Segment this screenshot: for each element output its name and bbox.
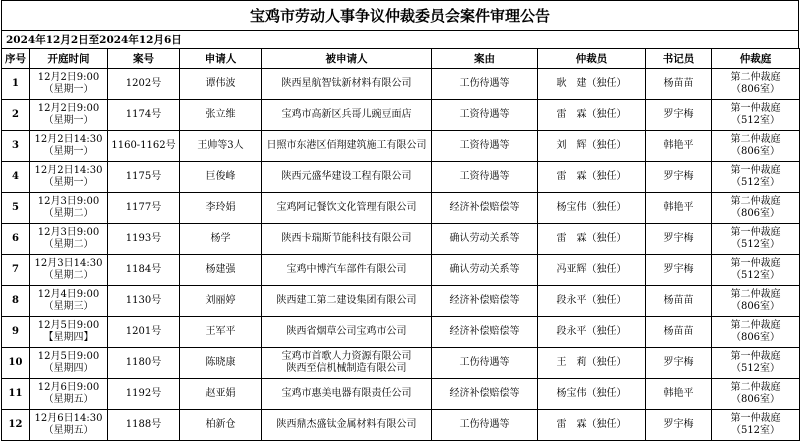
cell-hearing-time bbox=[30, 162, 108, 193]
header-hearing-time: 开庭时间 bbox=[30, 49, 108, 69]
cell-hearing-time bbox=[30, 193, 108, 224]
cell-applicant: 巨俊峰 bbox=[180, 162, 262, 193]
cell-hearing-time-line: （星期五） bbox=[43, 394, 94, 405]
cell-case-number: 1177号 bbox=[108, 193, 180, 224]
cell-respondent: 宝鸡中博汽车部件有限公司 bbox=[262, 255, 432, 286]
cell-hearing-time-line: 12月5日9:00 bbox=[37, 351, 100, 362]
cell-hearing-time bbox=[30, 317, 108, 348]
cell-cause: 确认劳动关系等 bbox=[432, 224, 538, 255]
cell-tribunal bbox=[712, 100, 800, 131]
cell-case-number: 1160-1162号 bbox=[108, 131, 180, 162]
date-range: 2024年12月2日至2024年12月6日 bbox=[1, 30, 799, 48]
cell-tribunal-line: （512室） bbox=[730, 363, 781, 374]
cell-index: 2 bbox=[2, 100, 30, 131]
cell-hearing-time-line: 【星期四】 bbox=[43, 332, 94, 343]
cell-respondent: 陕西元盛华建设工程有限公司 bbox=[262, 162, 432, 193]
cell-applicant: 张立维 bbox=[180, 100, 262, 131]
cell-applicant: 王军平 bbox=[180, 317, 262, 348]
cell-tribunal-line: 第一仲裁庭 bbox=[730, 351, 781, 362]
cell-index: 4 bbox=[2, 162, 30, 193]
cell-hearing-time-line: 12月3日14:30 bbox=[34, 258, 103, 269]
cell-hearing-time-line: （星期二） bbox=[43, 208, 94, 219]
cell-tribunal-line: （806室） bbox=[730, 84, 781, 95]
cell-tribunal bbox=[712, 348, 800, 379]
cell-arbitrator: 雷 霖（独任） bbox=[538, 224, 646, 255]
cell-tribunal bbox=[712, 162, 800, 193]
table-row bbox=[2, 379, 800, 410]
cell-case-number: 1193号 bbox=[108, 224, 180, 255]
cell-hearing-time-line: （星期一） bbox=[43, 115, 94, 126]
cell-cause: 工伤待遇等 bbox=[432, 410, 538, 441]
cell-case-number: 1202号 bbox=[108, 69, 180, 100]
cell-hearing-time-line: （星期五） bbox=[43, 425, 94, 436]
cell-applicant: 陈晓康 bbox=[180, 348, 262, 379]
cell-hearing-time-line: 12月6日9:00 bbox=[37, 382, 100, 393]
cell-respondent-line: 宝鸡市首歌人力资源有限公司 bbox=[281, 351, 412, 362]
cell-cause: 经济补偿赔偿等 bbox=[432, 193, 538, 224]
cell-respondent: 陕西鼎杰盛钛金属材料有限公司 bbox=[262, 410, 432, 441]
cell-case-number: 1184号 bbox=[108, 255, 180, 286]
cell-tribunal bbox=[712, 131, 800, 162]
cell-index: 9 bbox=[2, 317, 30, 348]
cell-tribunal-line: 第一仲裁庭 bbox=[730, 227, 781, 238]
cell-tribunal-line: （806室） bbox=[730, 301, 781, 312]
cell-case-number: 1130号 bbox=[108, 286, 180, 317]
cell-tribunal bbox=[712, 379, 800, 410]
cell-tribunal-line: 第二仲裁庭 bbox=[730, 134, 781, 145]
table-header-row bbox=[2, 49, 800, 69]
cell-hearing-time-line: 12月5日9:00 bbox=[37, 320, 100, 331]
cell-tribunal-line: 第二仲裁庭 bbox=[730, 320, 781, 331]
cell-applicant: 王帅等3人 bbox=[180, 131, 262, 162]
table-row bbox=[2, 317, 800, 348]
cell-hearing-time bbox=[30, 379, 108, 410]
cell-tribunal bbox=[712, 224, 800, 255]
cell-case-number: 1175号 bbox=[108, 162, 180, 193]
cell-cause: 确认劳动关系等 bbox=[432, 255, 538, 286]
table-row bbox=[2, 348, 800, 379]
header-applicant: 申请人 bbox=[180, 49, 262, 69]
cell-hearing-time-line: （星期一） bbox=[43, 177, 94, 188]
cell-clerk: 韩艳平 bbox=[646, 131, 712, 162]
cell-tribunal-line: 第二仲裁庭 bbox=[730, 382, 781, 393]
cell-clerk: 杨苗苗 bbox=[646, 286, 712, 317]
cell-applicant: 柏新仓 bbox=[180, 410, 262, 441]
cell-cause: 工资待遇等 bbox=[432, 162, 538, 193]
cell-arbitrator: 刘 辉（独任） bbox=[538, 131, 646, 162]
cell-arbitrator: 段永平（独任） bbox=[538, 286, 646, 317]
cell-arbitrator: 段永平（独任） bbox=[538, 317, 646, 348]
header-case-number: 案号 bbox=[108, 49, 180, 69]
cell-case-number: 1188号 bbox=[108, 410, 180, 441]
cell-tribunal-line: （806室） bbox=[730, 394, 781, 405]
cell-applicant: 赵亚娟 bbox=[180, 379, 262, 410]
cell-hearing-time-line: （星期一） bbox=[43, 84, 94, 95]
table-row bbox=[2, 193, 800, 224]
cell-index: 10 bbox=[2, 348, 30, 379]
cell-index: 7 bbox=[2, 255, 30, 286]
cell-arbitrator: 耿 建（独任） bbox=[538, 69, 646, 100]
case-table bbox=[1, 48, 800, 441]
cell-hearing-time-line: 12月2日14:30 bbox=[34, 134, 103, 145]
cell-hearing-time-line: 12月3日9:00 bbox=[37, 227, 100, 238]
cell-clerk: 罗宇梅 bbox=[646, 255, 712, 286]
cell-tribunal-line: （512室） bbox=[730, 177, 781, 188]
cell-arbitrator: 雷 霖（独任） bbox=[538, 100, 646, 131]
cell-respondent: 陕西建工第二建设集团有限公司 bbox=[262, 286, 432, 317]
table-row bbox=[2, 162, 800, 193]
cell-applicant: 谭伟波 bbox=[180, 69, 262, 100]
cell-tribunal bbox=[712, 286, 800, 317]
cell-hearing-time-line: （星期四） bbox=[43, 363, 94, 374]
cell-hearing-time bbox=[30, 224, 108, 255]
cell-arbitrator: 雷 霖（独任） bbox=[538, 410, 646, 441]
cell-arbitrator: 杨宝伟（独任） bbox=[538, 193, 646, 224]
cell-tribunal-line: （806室） bbox=[730, 208, 781, 219]
cell-index: 8 bbox=[2, 286, 30, 317]
cell-tribunal bbox=[712, 255, 800, 286]
cell-index: 5 bbox=[2, 193, 30, 224]
cell-tribunal-line: （806室） bbox=[730, 146, 781, 157]
cell-hearing-time bbox=[30, 69, 108, 100]
cell-index: 3 bbox=[2, 131, 30, 162]
cell-index: 6 bbox=[2, 224, 30, 255]
cell-tribunal-line: 第二仲裁庭 bbox=[730, 289, 781, 300]
cell-tribunal-line: 第二仲裁庭 bbox=[730, 72, 781, 83]
cell-hearing-time-line: 12月3日9:00 bbox=[37, 196, 100, 207]
cell-tribunal bbox=[712, 193, 800, 224]
cell-clerk: 杨苗苗 bbox=[646, 317, 712, 348]
cell-case-number: 1201号 bbox=[108, 317, 180, 348]
header-arbitrator: 仲裁员 bbox=[538, 49, 646, 69]
cell-hearing-time-line: 12月4日9:00 bbox=[37, 289, 100, 300]
cell-hearing-time-line: （星期一） bbox=[43, 146, 94, 157]
cell-clerk: 罗宇梅 bbox=[646, 410, 712, 441]
table-row bbox=[2, 131, 800, 162]
header-clerk: 书记员 bbox=[646, 49, 712, 69]
cell-applicant: 刘丽婷 bbox=[180, 286, 262, 317]
cell-tribunal-line: （512室） bbox=[730, 270, 781, 281]
cell-hearing-time-line: 12月2日9:00 bbox=[37, 103, 100, 114]
cell-applicant: 李玲娟 bbox=[180, 193, 262, 224]
header-cause: 案由 bbox=[432, 49, 538, 69]
page-title: 宝鸡市劳动人事争议仲裁委员会案件审理公告 bbox=[1, 0, 799, 30]
cell-respondent-line: 陕西至信机械制造有限公司 bbox=[286, 363, 407, 374]
cell-index: 11 bbox=[2, 379, 30, 410]
cell-clerk: 韩艳平 bbox=[646, 193, 712, 224]
cell-cause: 工资待遇等 bbox=[432, 131, 538, 162]
cell-respondent: 陕西省烟草公司宝鸡市公司 bbox=[262, 317, 432, 348]
cell-tribunal-line: 第一仲裁庭 bbox=[730, 165, 781, 176]
cell-applicant: 杨学 bbox=[180, 224, 262, 255]
header-respondent: 被申请人 bbox=[262, 49, 432, 69]
table-row bbox=[2, 224, 800, 255]
cell-clerk: 罗宇梅 bbox=[646, 348, 712, 379]
cell-tribunal-line: 第一仲裁庭 bbox=[730, 413, 781, 424]
cell-respondent: 宝鸡市惠美电器有限责任公司 bbox=[262, 379, 432, 410]
cell-cause: 工伤待遇等 bbox=[432, 69, 538, 100]
cell-hearing-time-line: 12月2日14:30 bbox=[34, 165, 103, 176]
cell-arbitrator: 杨宝伟（独任） bbox=[538, 379, 646, 410]
cell-applicant: 杨建强 bbox=[180, 255, 262, 286]
cell-index: 1 bbox=[2, 69, 30, 100]
cell-arbitrator: 雷 霖（独任） bbox=[538, 162, 646, 193]
cell-respondent bbox=[262, 348, 432, 379]
cell-hearing-time-line: （星期二） bbox=[43, 239, 94, 250]
cell-hearing-time bbox=[30, 100, 108, 131]
cell-tribunal bbox=[712, 317, 800, 348]
cell-hearing-time-line: 12月6日14:30 bbox=[34, 413, 103, 424]
cell-tribunal-line: （806室） bbox=[730, 332, 781, 343]
cell-clerk: 罗宇梅 bbox=[646, 100, 712, 131]
cell-hearing-time bbox=[30, 131, 108, 162]
cell-arbitrator: 王 莉（独任） bbox=[538, 348, 646, 379]
header-tribunal: 仲裁庭 bbox=[712, 49, 800, 69]
cell-hearing-time bbox=[30, 255, 108, 286]
cell-hearing-time-line: （星期三） bbox=[43, 301, 94, 312]
cell-hearing-time-line: （星期二） bbox=[43, 270, 94, 281]
cell-clerk: 罗宇梅 bbox=[646, 224, 712, 255]
table-row bbox=[2, 410, 800, 441]
cell-hearing-time bbox=[30, 410, 108, 441]
table-row bbox=[2, 255, 800, 286]
cell-case-number: 1192号 bbox=[108, 379, 180, 410]
cell-respondent: 陕西星航智钛新材料有限公司 bbox=[262, 69, 432, 100]
cell-tribunal-line: 第二仲裁庭 bbox=[730, 196, 781, 207]
cell-tribunal bbox=[712, 410, 800, 441]
table-row bbox=[2, 286, 800, 317]
cell-tribunal-line: （512室） bbox=[730, 425, 781, 436]
cell-hearing-time bbox=[30, 348, 108, 379]
cell-clerk: 罗宇梅 bbox=[646, 162, 712, 193]
cell-respondent: 日照市东港区佰翔建筑施工有限公司 bbox=[262, 131, 432, 162]
cell-cause: 经济补偿赔偿等 bbox=[432, 317, 538, 348]
table-row bbox=[2, 69, 800, 100]
cell-tribunal bbox=[712, 69, 800, 100]
cell-cause: 经济补偿赔偿等 bbox=[432, 286, 538, 317]
cell-hearing-time bbox=[30, 286, 108, 317]
cell-hearing-time-line: 12月2日9:00 bbox=[37, 72, 100, 83]
header-index: 序号 bbox=[2, 49, 30, 69]
cell-case-number: 1180号 bbox=[108, 348, 180, 379]
cell-index: 12 bbox=[2, 410, 30, 441]
cell-case-number: 1174号 bbox=[108, 100, 180, 131]
cell-respondent: 陕西卡瑞斯节能科技有限公司 bbox=[262, 224, 432, 255]
cell-tribunal-line: （512室） bbox=[730, 239, 781, 250]
cell-respondent: 宝鸡市高新区兵哥儿豌豆面店 bbox=[262, 100, 432, 131]
cell-respondent: 宝鸡阿记餐饮文化管理有限公司 bbox=[262, 193, 432, 224]
cell-cause: 经济补偿赔偿等 bbox=[432, 379, 538, 410]
cell-cause: 工伤待遇等 bbox=[432, 348, 538, 379]
cell-arbitrator: 冯亚辉（独任） bbox=[538, 255, 646, 286]
cell-tribunal-line: （512室） bbox=[730, 115, 781, 126]
table-row bbox=[2, 100, 800, 131]
cell-cause: 工资待遇等 bbox=[432, 100, 538, 131]
cell-tribunal-line: 第一仲裁庭 bbox=[730, 258, 781, 269]
cell-tribunal-line: 第一仲裁庭 bbox=[730, 103, 781, 114]
cell-clerk: 韩艳平 bbox=[646, 379, 712, 410]
cell-clerk: 杨苗苗 bbox=[646, 69, 712, 100]
